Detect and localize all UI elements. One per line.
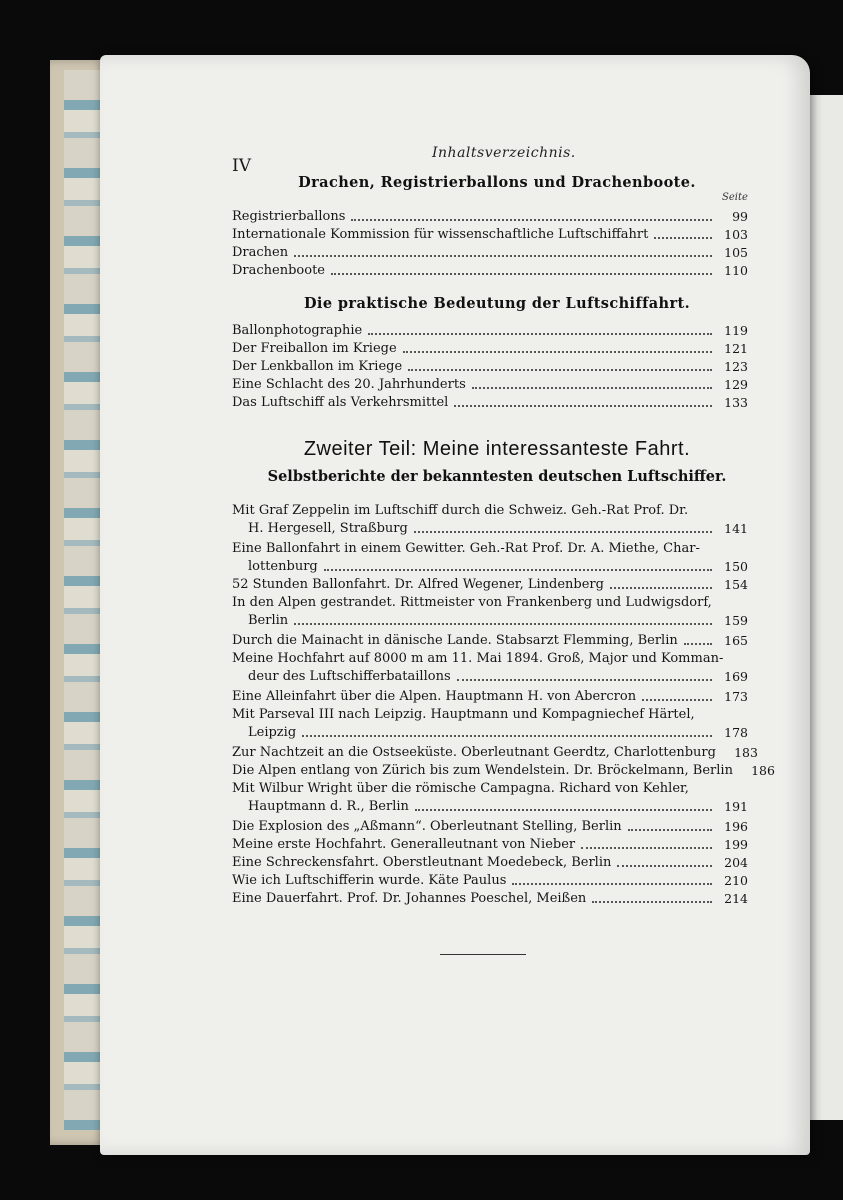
dot-leader — [610, 587, 712, 589]
section-heading: Drachen, Registrierballons und Drachenboote. — [298, 174, 696, 191]
toc-entry-line — [232, 648, 748, 666]
entry-page: 173 — [724, 689, 748, 704]
entry-title: Eine Ballonfahrt in einem Gewitter. Geh.-Rat Prof. Dr. A. Miethe, Char- — [232, 541, 700, 556]
entry-title: Mit Graf Zeppelin im Luftschiff durch die Schweiz. Geh.-Rat Prof. Dr. — [232, 503, 689, 518]
dot-leader — [415, 809, 712, 811]
entry-page: 204 — [724, 855, 748, 870]
entry-title-cont: Hauptmann d. R., Berlin — [248, 799, 409, 814]
entry-page: 169 — [724, 669, 748, 684]
dot-leader — [684, 643, 712, 645]
toc-entry — [232, 356, 748, 374]
toc-entry — [232, 852, 748, 870]
entry-title: Eine Schlacht des 20. Jahrhunderts — [232, 377, 466, 392]
dot-leader — [472, 387, 712, 389]
entry-page: 196 — [724, 819, 748, 834]
dot-leader — [581, 847, 712, 849]
toc-entry — [232, 338, 748, 356]
entry-page: 178 — [724, 725, 748, 740]
dot-leader — [454, 405, 712, 407]
entry-page: 123 — [724, 359, 748, 374]
part-heading: Zweiter Teil: Meine interessanteste Fahrt. — [303, 438, 691, 460]
entry-title: Drachenboote — [232, 263, 325, 278]
entry-title: Mit Parseval III nach Leipzig. Hauptmann und Kompagniechef Härtel, — [232, 707, 695, 722]
dot-leader — [403, 351, 712, 353]
dot-leader — [331, 273, 712, 275]
entry-page: 133 — [724, 395, 748, 410]
running-head: Inhaltsverzeichnis. — [432, 145, 576, 161]
toc-entry — [232, 242, 748, 260]
entry-page: 129 — [724, 377, 748, 392]
dot-leader — [302, 735, 712, 737]
entry-page: 159 — [724, 613, 748, 628]
toc-entry-line — [232, 538, 748, 556]
entry-title: Wie ich Luftschifferin wurde. Käte Paulus — [232, 873, 507, 888]
entry-title: Meine erste Hochfahrt. Generalleutnant von Nieber — [232, 837, 576, 852]
page-number: IV — [232, 156, 251, 176]
entry-page: 105 — [724, 245, 748, 260]
dot-leader — [351, 219, 712, 221]
entry-page: 186 — [751, 763, 775, 778]
entry-page: 183 — [734, 745, 758, 760]
entry-page: 141 — [724, 521, 748, 536]
entry-title: Zur Nachtzeit an die Ostseeküste. Oberleutnant Geerdtz, Charlottenburg — [232, 745, 716, 760]
toc-entry — [232, 630, 748, 648]
entry-title-cont: Leipzig — [248, 725, 297, 740]
dot-leader — [457, 679, 712, 681]
entry-title-cont: deur des Luftschifferbataillons — [248, 669, 451, 684]
toc-entry — [232, 816, 748, 834]
entry-title: Mit Wilbur Wright über die römische Campagna. Richard von Kehler, — [232, 781, 689, 796]
dot-leader — [654, 237, 712, 239]
entry-page: 199 — [724, 837, 748, 852]
entry-title: In den Alpen gestrandet. Rittmeister von Frankenberg und Ludwigsdorf, — [232, 595, 712, 610]
entry-page: 210 — [724, 873, 748, 888]
entry-page: 121 — [724, 341, 748, 356]
seite-label: Seite — [722, 192, 748, 203]
entry-page: 119 — [724, 323, 748, 338]
entry-title-cont: H. Hergesell, Straßburg — [248, 521, 408, 536]
entry-title: Der Freiballon im Kriege — [232, 341, 397, 356]
toc-entry-line — [232, 592, 748, 610]
dot-leader — [294, 255, 712, 257]
toc-entry — [232, 392, 748, 410]
toc-entry — [232, 206, 748, 224]
entry-page: 103 — [724, 227, 748, 242]
entry-title: Die Alpen entlang von Zürich bis zum Wendelstein. Dr. Bröckelmann, Berlin — [232, 763, 733, 778]
end-rule — [440, 954, 526, 955]
toc-entry — [248, 518, 748, 536]
toc-entry — [248, 610, 748, 628]
dot-leader — [512, 883, 712, 885]
dot-leader — [408, 369, 712, 371]
entry-title: Registrierballons — [232, 209, 346, 224]
toc-entry — [248, 556, 748, 574]
entry-page: 165 — [724, 633, 748, 648]
dot-leader — [592, 901, 712, 903]
entry-page: 154 — [724, 577, 748, 592]
dot-leader — [414, 531, 712, 533]
toc-entry — [232, 260, 748, 278]
entry-title: 52 Stunden Ballonfahrt. Dr. Alfred Wegener, Lindenberg — [232, 577, 604, 592]
entry-page: 191 — [724, 799, 748, 814]
entry-page: 214 — [724, 891, 748, 906]
toc-entry — [232, 760, 775, 778]
entry-title: Meine Hochfahrt auf 8000 m am 11. Mai 1894. Groß, Major und Komman- — [232, 651, 724, 666]
toc-entry — [232, 834, 748, 852]
entry-title-cont: Berlin — [248, 613, 289, 628]
toc-entry — [232, 224, 748, 242]
dot-leader — [617, 865, 712, 867]
toc-entry — [248, 722, 748, 740]
patterned-endpaper — [64, 70, 104, 1130]
part-subheading: Selbstberichte der bekanntesten deutschen Luftschiffer. — [267, 468, 727, 485]
section-heading: Die praktische Bedeutung der Luftschiffahrt. — [303, 295, 691, 312]
dot-leader — [294, 623, 712, 625]
entry-title: Drachen — [232, 245, 289, 260]
toc-entry-line — [232, 778, 748, 796]
dot-leader — [324, 569, 712, 571]
toc-entry — [232, 742, 758, 760]
toc-entry-line — [232, 500, 748, 518]
entry-page: 99 — [732, 209, 748, 224]
toc-entry — [232, 374, 748, 392]
toc-entry — [232, 870, 748, 888]
entry-title: Internationale Kommission für wissenschaftliche Luftschiffahrt — [232, 227, 649, 242]
dot-leader — [642, 699, 712, 701]
toc-entry — [248, 666, 748, 684]
toc-entry — [232, 574, 748, 592]
toc-entry — [248, 796, 748, 814]
entry-title: Das Luftschiff als Verkehrsmittel — [232, 395, 449, 410]
entry-title: Der Lenkballon im Kriege — [232, 359, 403, 374]
entry-title-cont: lottenburg — [248, 559, 318, 574]
toc-entry — [232, 686, 748, 704]
entry-title: Eine Alleinfahrt über die Alpen. Hauptmann H. von Abercron — [232, 689, 637, 704]
dot-leader — [368, 333, 712, 335]
entry-title: Eine Dauerfahrt. Prof. Dr. Johannes Poeschel, Meißen — [232, 891, 587, 906]
dot-leader — [628, 829, 712, 831]
toc-entry — [232, 888, 748, 906]
toc-entry — [232, 320, 748, 338]
entry-page: 150 — [724, 559, 748, 574]
entry-title: Durch die Mainacht in dänische Lande. Stabsarzt Flemming, Berlin — [232, 633, 678, 648]
entry-title: Ballonphotographie — [232, 323, 363, 338]
toc-entry-line — [232, 704, 748, 722]
entry-title: Eine Schreckensfahrt. Oberstleutnant Moedebeck, Berlin — [232, 855, 612, 870]
entry-page: 110 — [724, 263, 748, 278]
entry-title: Die Explosion des „Aßmann“. Oberleutnant Stelling, Berlin — [232, 819, 622, 834]
